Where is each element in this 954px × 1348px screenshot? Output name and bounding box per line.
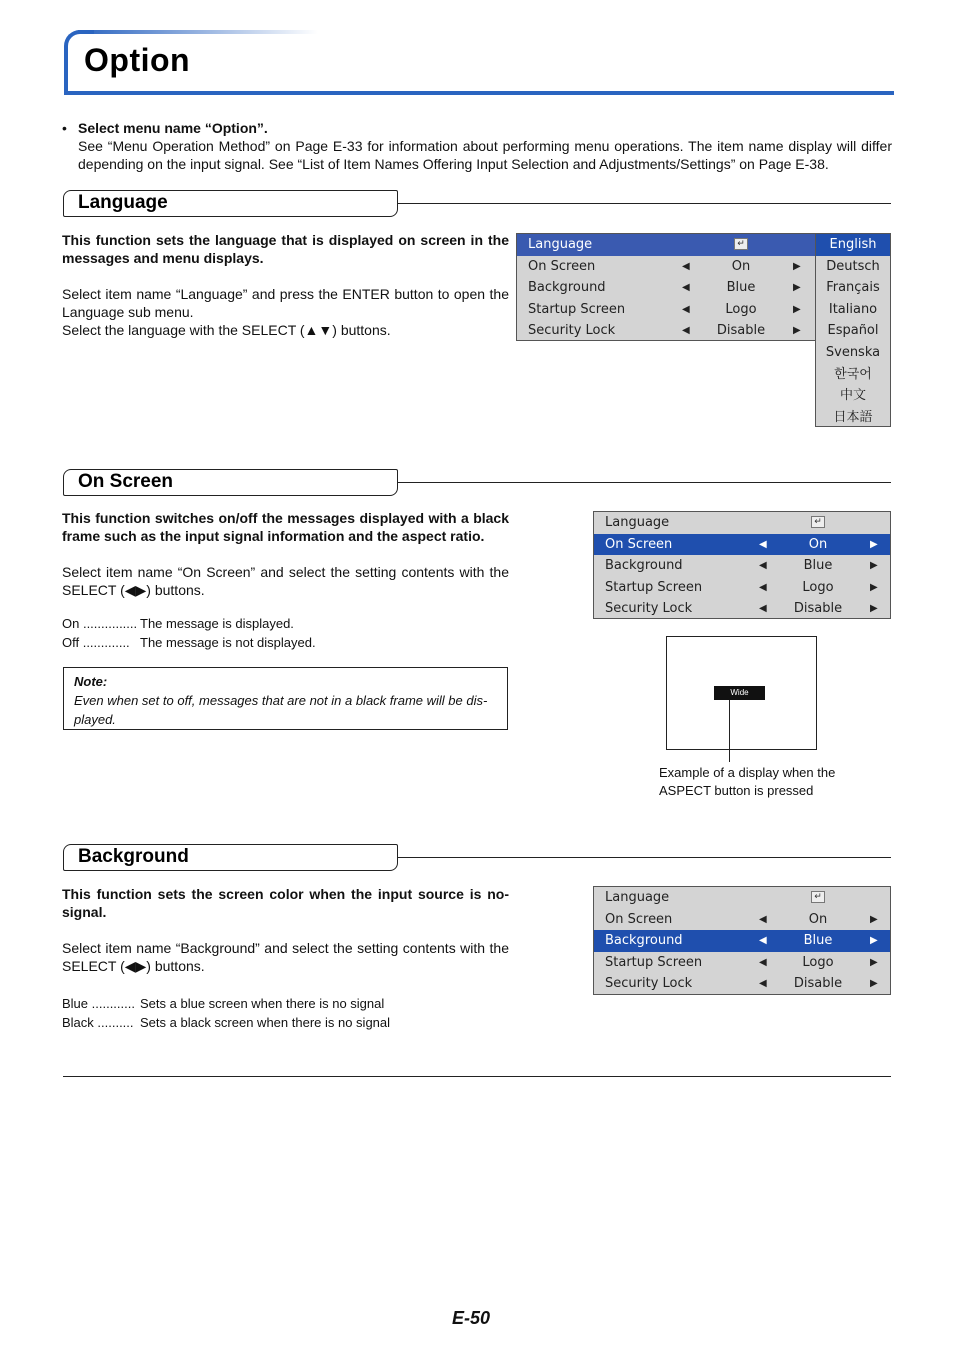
menu-row-startup-screen[interactable]: Startup Screen ◀ Logo ▶: [517, 299, 815, 321]
intro-body: See “Menu Operation Method” on Page E-33 for information about performing menu operations. The item name display will differ depending on the input signal. See “List of Item Names Offering Input Selection and Adjustments/Settings” on Page E-38.: [78, 138, 892, 172]
heading-rule: [398, 482, 891, 483]
left-arrow-icon: ◀: [682, 325, 690, 337]
right-arrow-icon: ▶: [793, 282, 801, 294]
language-summary: This function sets the language that is displayed on screen in the messages and menu displays.: [62, 232, 509, 266]
menu-row-on-screen[interactable]: On Screen ◀ On ▶: [594, 909, 890, 931]
background-definitions: [62, 994, 390, 1032]
enter-icon: ↵: [811, 891, 825, 903]
language-option[interactable]: Français: [826, 280, 880, 296]
osd-menu-language: [516, 233, 816, 341]
left-arrow-icon: ◀: [759, 581, 767, 593]
menu-row-security-lock[interactable]: Security Lock ◀ Disable ▶: [517, 320, 815, 342]
wide-message-label: Wide: [714, 686, 765, 700]
on-screen-instruction: Select item name “On Screen” and select the setting contents with the SELECT (◀▶) buttons.: [62, 564, 509, 598]
language-option[interactable]: 한국어: [834, 366, 872, 382]
background-instruction: Select item name “Background” and select the setting contents with the SELECT (◀▶) buttons.: [62, 940, 509, 974]
enter-icon: ↵: [811, 516, 825, 528]
right-arrow-icon: ▶: [870, 935, 878, 947]
intro: [62, 119, 892, 173]
right-arrow-icon: ▶: [793, 325, 801, 337]
note-body: Even when set to off, messages that are not in a black frame will be dis- played.: [74, 693, 488, 727]
right-arrow-icon: ▶: [870, 538, 878, 550]
language-instruction-1: Select item name “Language” and press the ENTER button to open the Language sub menu.: [62, 286, 509, 320]
language-option[interactable]: Deutsch: [826, 258, 880, 274]
right-arrow-icon: ▶: [870, 581, 878, 593]
menu-row-language[interactable]: Language ↵: [594, 887, 890, 909]
bullet: •: [62, 120, 67, 136]
language-option[interactable]: 日本語: [833, 409, 873, 425]
menu-row-on-screen[interactable]: On Screen ◀ On ▶: [517, 256, 815, 278]
right-arrow-icon: ▶: [870, 956, 878, 968]
language-option[interactable]: 中文: [839, 388, 866, 404]
section-heading-language: [63, 190, 891, 217]
section-heading-background: [63, 844, 891, 871]
definition-row: On ............... The message is displayed.: [62, 616, 294, 631]
on-screen-summary: This function switches on/off the messages displayed with a black frame such as the input signal information and the aspect ratio.: [62, 510, 509, 544]
right-arrow-icon: ▶: [870, 560, 878, 572]
menu-row-language[interactable]: Language ↵: [517, 234, 815, 256]
page-number: E-50: [452, 1308, 491, 1328]
note-box: [63, 667, 508, 730]
footer-rule: [63, 1076, 891, 1077]
language-option[interactable]: Svenska: [825, 344, 881, 360]
menu-row-security-lock[interactable]: Security Lock ◀ Disable ▶: [594, 598, 890, 620]
left-arrow-icon: ◀: [759, 538, 767, 550]
menu-row-background[interactable]: Background ◀ Blue ▶: [594, 930, 890, 952]
section-heading-on-screen: [63, 469, 891, 496]
definition-row: Blue ............ Sets a blue screen when there is no signal: [62, 996, 385, 1011]
heading-rule: [398, 857, 891, 858]
language-option[interactable]: Español: [827, 323, 879, 339]
callout-line: [729, 700, 730, 762]
left-arrow-icon: ◀: [682, 282, 690, 294]
left-arrow-icon: ◀: [759, 560, 767, 572]
title-frame-bottom: [64, 91, 894, 95]
heading-label: On Screen: [78, 471, 174, 492]
title-frame-fade: [78, 30, 318, 34]
menu-row-security-lock[interactable]: Security Lock ◀ Disable ▶: [594, 973, 890, 995]
right-arrow-icon: ▶: [793, 260, 801, 272]
note-title: Note:: [74, 674, 108, 689]
menu-row-startup-screen[interactable]: Startup Screen ◀ Logo ▶: [594, 577, 890, 599]
right-arrow-icon: ▶: [870, 978, 878, 990]
right-arrow-icon: ▶: [870, 603, 878, 615]
heading-label: Background: [78, 846, 189, 867]
heading-label: Language: [78, 192, 168, 213]
menu-row-language[interactable]: Language ↵: [594, 512, 890, 534]
page-title: Option: [84, 42, 191, 78]
left-arrow-icon: ◀: [759, 956, 767, 968]
language-option[interactable]: Italiano: [828, 301, 878, 317]
left-arrow-icon: ◀: [759, 935, 767, 947]
definition-row: Off ............. The message is not displayed.: [62, 635, 316, 650]
enter-icon: ↵: [734, 238, 748, 250]
left-arrow-icon: ◀: [759, 913, 767, 925]
right-arrow-icon: ▶: [870, 913, 878, 925]
language-submenu: [815, 233, 891, 427]
left-arrow-icon: ◀: [682, 260, 690, 272]
left-arrow-icon: ◀: [759, 603, 767, 615]
on-screen-definitions: [62, 614, 316, 652]
background-text: [62, 885, 509, 975]
intro-lead: Select menu name “Option”.: [78, 120, 268, 136]
left-arrow-icon: ◀: [682, 303, 690, 315]
menu-row-on-screen[interactable]: On Screen ◀ On ▶: [594, 534, 890, 556]
title-frame-left: [64, 50, 68, 95]
background-summary: This function sets the screen color when the input source is no- signal.: [62, 886, 509, 920]
menu-row-startup-screen[interactable]: Startup Screen ◀ Logo ▶: [594, 952, 890, 974]
menu-row-background[interactable]: Background ◀ Blue ▶: [594, 555, 890, 577]
osd-menu-on-screen: [593, 511, 891, 619]
language-option[interactable]: English: [816, 234, 890, 256]
language-text: [62, 231, 509, 339]
heading-rule: [398, 203, 891, 204]
on-screen-text: [62, 509, 509, 599]
screen-example-caption: Example of a display when the ASPECT button is pressed: [659, 765, 836, 798]
right-arrow-icon: ▶: [793, 303, 801, 315]
language-instruction-2: Select the language with the SELECT (▲▼) buttons.: [62, 322, 391, 338]
definition-row: Black .......... Sets a black screen when there is no signal: [62, 1015, 391, 1030]
left-arrow-icon: ◀: [759, 978, 767, 990]
menu-row-background[interactable]: Background ◀ Blue ▶: [517, 277, 815, 299]
osd-menu-background: [593, 886, 891, 995]
